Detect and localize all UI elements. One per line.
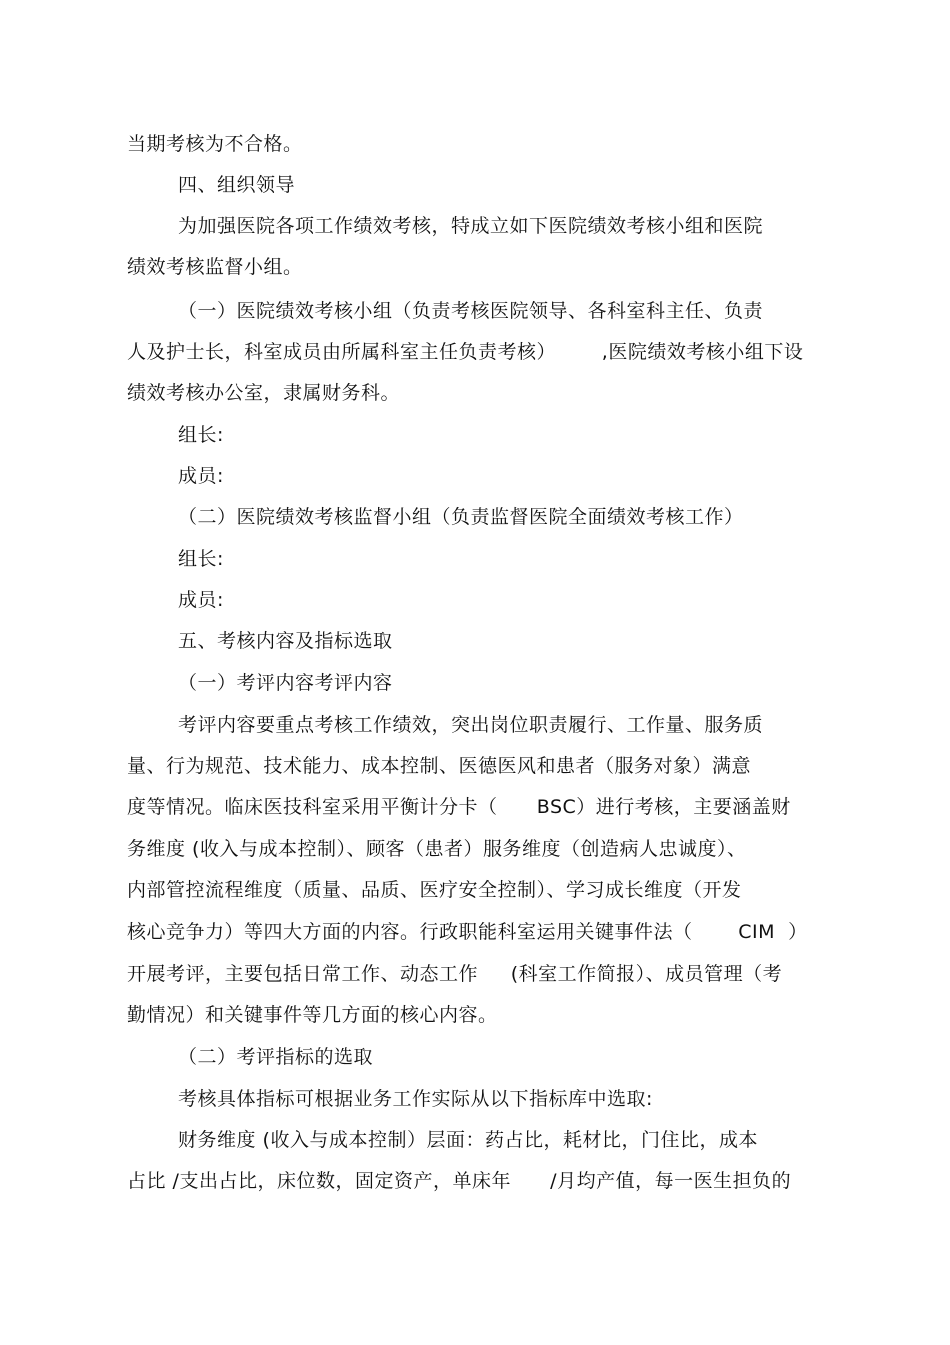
leader-label: 组长: bbox=[178, 424, 224, 446]
paragraph-line: 占比 /支出占比，床位数，固定资产，单床年 /月均产值，每一医生担负的 bbox=[127, 1170, 792, 1192]
member-label: 成员: bbox=[178, 589, 224, 611]
paragraph-line: 量、行为规范、技术能力、成本控制、医德医风和患者（服务对象）满意 bbox=[127, 755, 752, 777]
text-line: 当期考核为不合格。 bbox=[127, 133, 303, 155]
subsection-line: （二）医院绩效考核监督小组（负责监督医院全面绩效考核工作） bbox=[178, 506, 744, 528]
paragraph-line: 绩效考核监督小组。 bbox=[127, 256, 303, 278]
paragraph-line: 度等情况。临床医技科室采用平衡计分卡（ BSC）进行考核，主要涵盖财 bbox=[127, 796, 791, 818]
paragraph-line: 核心竞争力）等四大方面的内容。行政职能科室运用关键事件法（ CIM ） bbox=[127, 921, 808, 943]
section-heading: 四、组织领导 bbox=[178, 174, 296, 196]
paragraph-line: 绩效考核办公室，隶属财务科。 bbox=[127, 382, 401, 404]
section-heading: 五、考核内容及指标选取 bbox=[178, 630, 393, 652]
member-label: 成员: bbox=[178, 465, 224, 487]
paragraph-line: 内部管控流程维度（质量、品质、医疗安全控制）、学习成长维度（开发 bbox=[127, 879, 742, 901]
paragraph-line: 为加强医院各项工作绩效考核，特成立如下医院绩效考核小组和医院 bbox=[178, 215, 764, 237]
paragraph-line: 考核具体指标可根据业务工作实际从以下指标库中选取: bbox=[178, 1088, 653, 1110]
paragraph-line: 人及护士长，科室成员由所属科室主任负责考核） ,医院绩效考核小组下设 bbox=[127, 341, 804, 363]
paragraph-line: 开展考评，主要包括日常工作、动态工作 (科室工作简报）、成员管理（考 bbox=[127, 963, 783, 985]
subsection-line: （一）考评内容考评内容 bbox=[178, 672, 393, 694]
paragraph-line: 考评内容要重点考核工作绩效，突出岗位职责履行、工作量、服务质 bbox=[178, 714, 764, 736]
subsection-line: （二）考评指标的选取 bbox=[178, 1046, 374, 1068]
subsection-line: （一）医院绩效考核小组（负责考核医院领导、各科室科主任、负责 bbox=[178, 300, 764, 322]
paragraph-line: 财务维度 (收入与成本控制）层面：药占比，耗材比，门住比，成本 bbox=[178, 1129, 758, 1151]
paragraph-line: 务维度 (收入与成本控制）、顾客（患者）服务维度（创造病人忠诚度）、 bbox=[127, 838, 747, 860]
paragraph-line: 勤情况）和关键事件等几方面的核心内容。 bbox=[127, 1004, 498, 1026]
leader-label: 组长: bbox=[178, 548, 224, 570]
